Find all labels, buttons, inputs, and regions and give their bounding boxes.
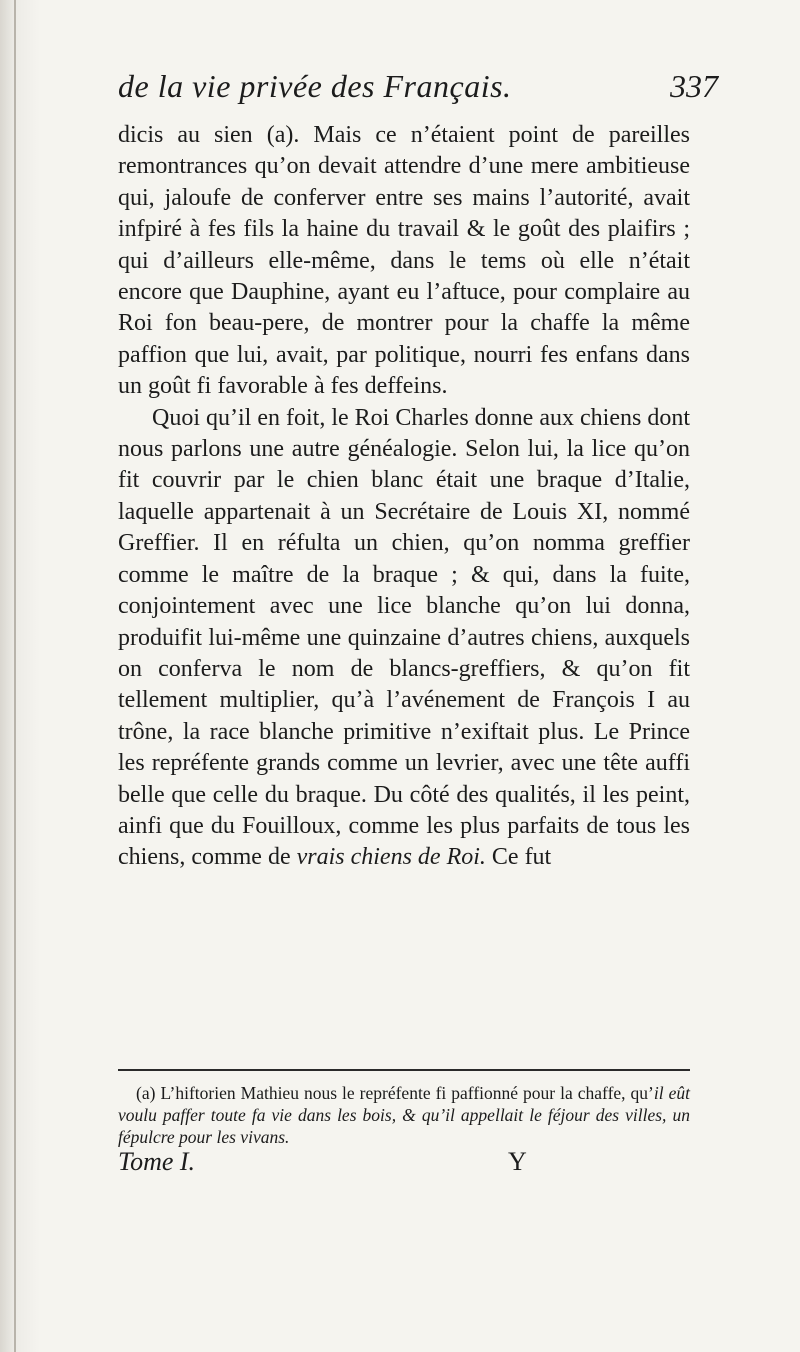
signature-mark: Y xyxy=(508,1147,527,1176)
volume-label: Tome I. xyxy=(118,1147,196,1176)
main-text xyxy=(118,120,690,874)
running-head: de la vie privée des Français. xyxy=(118,68,512,104)
paragraph-1: dicis au sien (a). Mais ce n’étaient point de pareilles remontrances qu’on devait attendre d’une mere ambitieuse qui, jaloufe de conferver entre ses mains l’autorité, avait infpiré à fes fils la haine du travail & le goût des plaifirs ; qui d’ailleurs elle-même, dans le tems où elle n’était encore que Dauphine, ayant eu l’aftuce, pour complaire au Roi fon beau-pere, de montrer pour la chaffe la même paffion que lui, avait, par politique, nourri fes enfans dans un goût fi favorable à fes deffeins. xyxy=(118,122,690,400)
footnote xyxy=(118,1082,690,1148)
page-header xyxy=(118,68,718,118)
footnote-marker: (a) xyxy=(136,1083,156,1103)
paragraph-2 xyxy=(118,403,690,874)
footnote-italic: il eût voulu paffer toute fa vie dans les bois, & qu’il appellait le féjour des villes, un fépulcre pour les vivans. xyxy=(118,1083,690,1147)
page-footer xyxy=(118,1147,690,1181)
footnote-text: L’hiftorien Mathieu nous le repréfente fi paffionné pour la chaffe, qu’ xyxy=(155,1083,654,1103)
paragraph-2-text: Quoi qu’il en foit, le Roi Charles donne aux chiens dont nous parlons une autre généalogie. Selon lui, la lice qu’on fit couvrir par le chien blanc était une braque d’Italie, laquelle appartenait à un Secrétaire de Louis XI, nommé Greffier. Il en réfulta un chien, qu’on nomma greffier comme le maître de la braque ; & qui, dans la fuite, conjointement avec une lice blanche qu’on lui donna, produifit lui-même une quinzaine d’autres chiens, auxquels on conferva le nom de blancs-greffiers, & qu’on fit tellement multiplier, qu’à l’avénement de François I au trône, la race blanche primitive n’exiftait plus. Le Prince les repréfente grands comme un levrier, avec une tête auffi belle que celle du braque. Du côté des qualités, il les peint, ainfi que du Fouilloux, comme les plus parfaits de tous les chiens, comme de xyxy=(118,404,690,871)
footnote-rule xyxy=(118,1069,690,1071)
paragraph-2-italic: vrais chiens de Roi. xyxy=(296,844,486,871)
page-number: 337 xyxy=(670,68,718,104)
binding-gutter xyxy=(14,0,16,1352)
paragraph-2-end: Ce fut xyxy=(485,844,552,871)
